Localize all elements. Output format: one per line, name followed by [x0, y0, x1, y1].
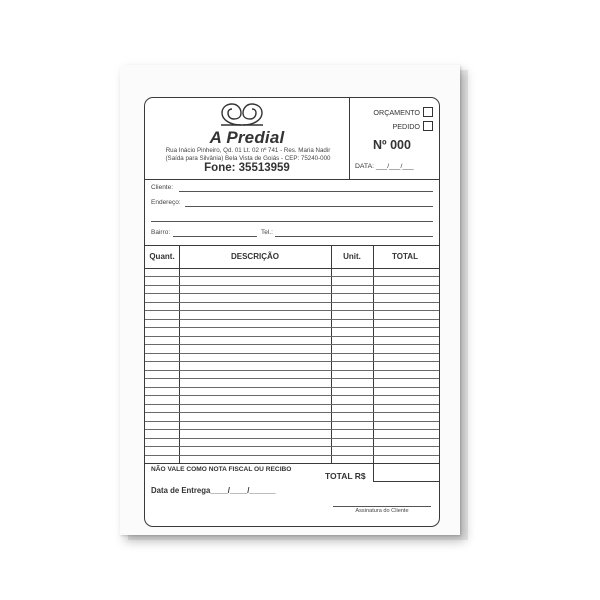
table-row[interactable]	[145, 302, 439, 303]
header-total: TOTAL	[392, 252, 418, 261]
endereco-field[interactable]	[185, 206, 433, 207]
header-quant: Quant.	[149, 252, 175, 261]
table-row[interactable]	[145, 293, 439, 294]
orcamento-label: ORÇAMENTO	[373, 107, 420, 117]
disclaimer-text: NÃO VALE COMO NOTA FISCAL OU RECIBO	[151, 466, 292, 473]
signature-line[interactable]	[333, 506, 431, 507]
table-row[interactable]	[145, 344, 439, 345]
table-row[interactable]	[145, 370, 439, 371]
header-unit: Unit.	[343, 252, 361, 261]
header-descricao: DESCRIÇÃO	[230, 252, 279, 261]
company-name: A Predial	[209, 128, 285, 147]
table-row[interactable]	[145, 327, 439, 328]
endereco-field-line-2[interactable]	[151, 221, 433, 222]
order-form	[144, 97, 440, 527]
tel-field[interactable]	[275, 236, 433, 237]
total-value-field[interactable]	[375, 465, 435, 479]
table-row[interactable]	[145, 336, 439, 337]
table-row[interactable]	[145, 438, 439, 439]
table-row[interactable]	[145, 387, 439, 388]
orcamento-option[interactable]	[373, 107, 433, 117]
company-address-line-1: Rua Inácio Pinheiro, Qd. 01 Lt. 02 nº 741 - Res. Maria Nadir	[165, 147, 331, 154]
table-header-bottom-border	[145, 268, 439, 269]
endereco-label: Endereço:	[151, 199, 181, 206]
table-row[interactable]	[145, 404, 439, 405]
table-top-border	[145, 245, 439, 246]
table-row[interactable]	[145, 378, 439, 379]
table-row[interactable]	[145, 285, 439, 286]
header-bottom-border	[145, 179, 439, 180]
col-divider-quant	[179, 245, 180, 463]
header-divider	[349, 98, 350, 179]
total-label: TOTAL R$	[325, 471, 366, 481]
company-logo-icon	[219, 101, 265, 127]
table-row[interactable]	[145, 455, 439, 456]
delivery-date-field[interactable]: Data de Entrega____/____/______	[151, 486, 276, 495]
cliente-label: Cliente:	[151, 184, 174, 191]
company-phone: Fone: 35513959	[204, 162, 290, 174]
cliente-field[interactable]	[179, 191, 433, 192]
table-row[interactable]	[145, 276, 439, 277]
signature-label: Assinatura do Cliente	[355, 508, 409, 514]
table-row[interactable]	[145, 319, 439, 320]
tel-label: Tel.:	[261, 229, 273, 236]
total-box-border	[373, 481, 439, 482]
table-row[interactable]	[145, 421, 439, 422]
table-row[interactable]	[145, 361, 439, 362]
table-row[interactable]	[145, 446, 439, 447]
pedido-label: PEDIDO	[392, 121, 420, 131]
table-bottom-border	[145, 463, 439, 464]
pedido-checkbox[interactable]	[423, 121, 433, 131]
table-row[interactable]	[145, 310, 439, 311]
table-row[interactable]	[145, 412, 439, 413]
col-divider-descricao	[331, 245, 332, 463]
document-number: Nº 000	[373, 138, 411, 152]
table-row[interactable]	[145, 353, 439, 354]
table-row[interactable]	[145, 429, 439, 430]
bairro-field[interactable]	[173, 236, 257, 237]
table-row[interactable]	[145, 395, 439, 396]
bairro-label: Bairro:	[151, 229, 171, 236]
company-address-line-2: (Saída para Silvânia) Bela Vista de Goiás - CEP: 75240-000	[165, 155, 331, 162]
date-field[interactable]: DATA: ___/___/___	[355, 163, 414, 170]
orcamento-checkbox[interactable]	[423, 107, 433, 117]
pedido-option[interactable]	[392, 121, 433, 131]
